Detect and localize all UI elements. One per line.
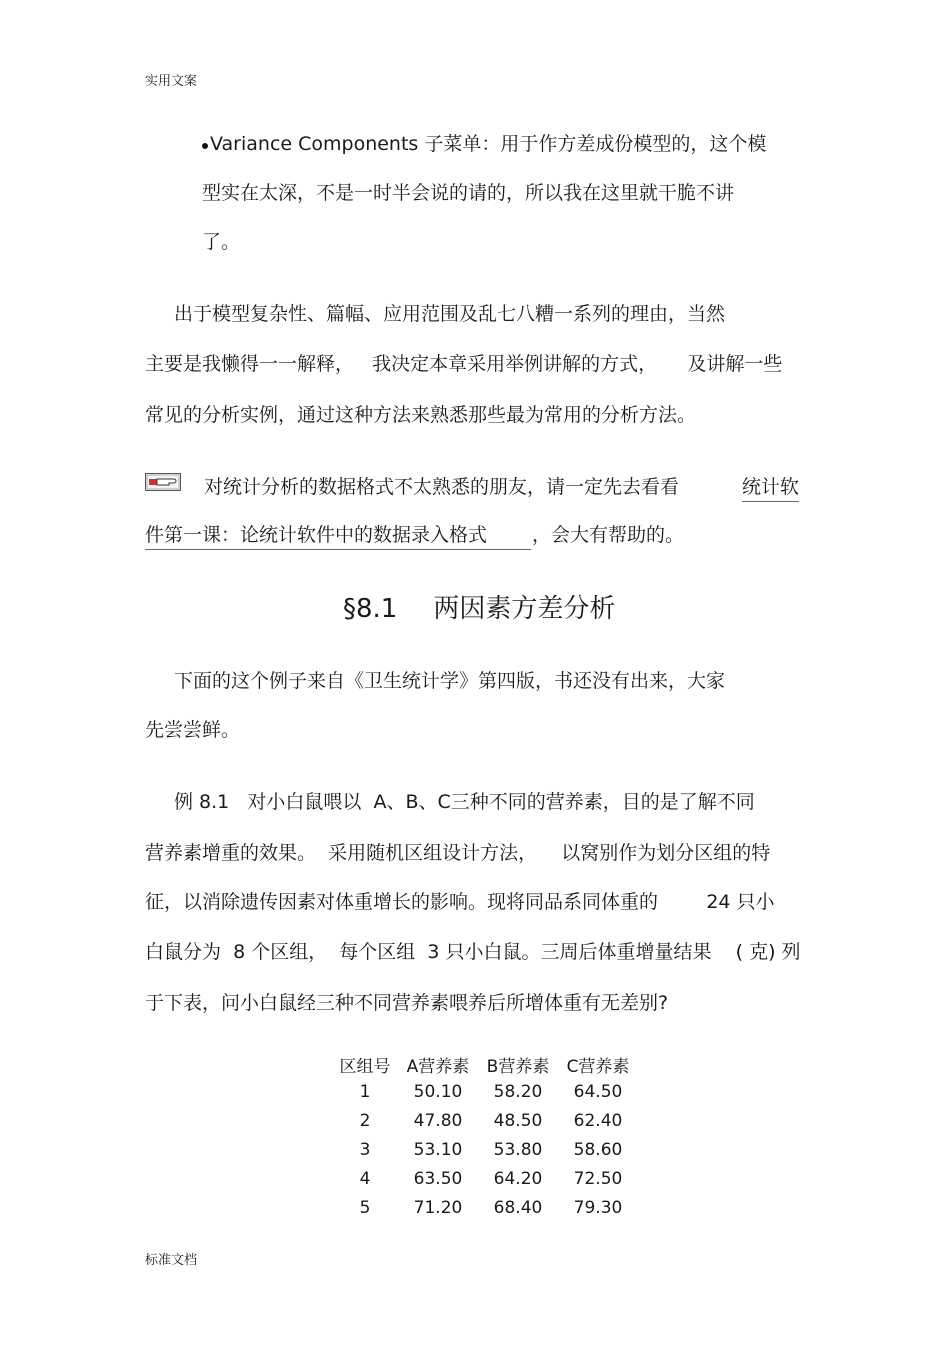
section-heading [343,593,615,625]
table-cell: 68.40 [493,1197,543,1218]
example-line-2: 营养素增重的效果。 采用随机区组设计方法， 以窝别作为划分区组的特 [145,842,771,864]
tutorial-link-part2[interactable]: 件第一课：论统计软件中的数据录入格式 [145,523,531,550]
example-line-3: 征，以消除遗传因素对体重增长的影响。现将同品系同体重的 24 只小 [145,891,775,913]
table-cell: 72.50 [573,1168,623,1189]
tutorial-link-part1[interactable]: 统计软 [742,475,799,502]
col-header-block: 区组号 [339,1056,391,1077]
table-header-row [332,1051,638,1077]
bullet-dot-icon [202,143,208,149]
bullet-line [202,132,766,156]
example-line-5: 于下表，问小白鼠经三种不同营养素喂养后所增体重有无差别? [145,992,669,1014]
section-title: 两因素方差分析 [433,594,616,624]
bullet-line-2: 型实在太深，不是一时半会说的请的，所以我在这里就干脆不讲 [202,182,735,204]
col-header-c: C营养素 [566,1056,630,1077]
table-cell: 3 [359,1139,371,1160]
table-cell: 64.20 [493,1168,543,1189]
table-cell: 63.50 [413,1168,463,1189]
table-cell: 1 [359,1081,371,1102]
table-cell: 58.20 [493,1081,543,1102]
table-cell: 2 [359,1110,371,1131]
table-row [332,1106,638,1135]
weight-gain-table [332,1051,638,1222]
bullet-line-3: 了。 [202,231,241,253]
para1-line-3: 常见的分析实例，通过这种方法来熟悉那些最为常用的分析方法。 [145,404,697,426]
para2-line-2: 先尝尝鲜。 [145,719,241,741]
table-cell: 62.40 [573,1110,623,1131]
para1-line-1: 出于模型复杂性、篇幅、应用范围及乱七八糟一系列的理由，当然 [174,303,726,325]
table-row [332,1135,638,1164]
example-line-4: 白鼠分为 8 个区组， 每个区组 3 只小白鼠。三周后体重增量结果 ( 克) 列 [145,941,801,963]
table-row [332,1077,638,1106]
table-cell: 47.80 [413,1110,463,1131]
table-cell: 53.10 [413,1139,463,1160]
bullet-line-1: Variance Components 子菜单：用于作方差成份模型的，这个模 [210,133,767,155]
table-row [332,1164,638,1193]
para2-line-1: 下面的这个例子来自《卫生统计学》第四版，书还没有出来，大家 [174,670,726,692]
table-cell: 5 [359,1197,371,1218]
table-cell: 64.50 [573,1081,623,1102]
table-cell: 48.50 [493,1110,543,1131]
note-line-1: 对统计分析的数据格式不太熟悉的朋友，请一定先去看看 [204,476,680,498]
example-line-1: 例 8.1 对小白鼠喂以 A、B、C三种不同的营养素，目的是了解不同 [174,791,755,813]
table-cell: 53.80 [493,1139,543,1160]
col-header-a: A营养素 [406,1056,470,1077]
page-header: 实用文案 [145,74,198,89]
page-footer: 标准文档 [145,1253,198,1268]
table-cell: 4 [359,1168,371,1189]
table-cell: 50.10 [413,1081,463,1102]
table-cell: 71.20 [413,1197,463,1218]
pointing-hand-icon [145,473,181,491]
col-header-b: B营养素 [486,1056,550,1077]
section-number: §8.1 [343,594,398,624]
table-row [332,1193,638,1222]
table-cell: 58.60 [573,1139,623,1160]
para1-line-2: 主要是我懒得一一解释， 我决定本章采用举例讲解的方式， 及讲解一些 [145,353,783,375]
table-cell: 79.30 [573,1197,623,1218]
note-line-2-tail: ，会大有帮助的。 [532,524,685,546]
